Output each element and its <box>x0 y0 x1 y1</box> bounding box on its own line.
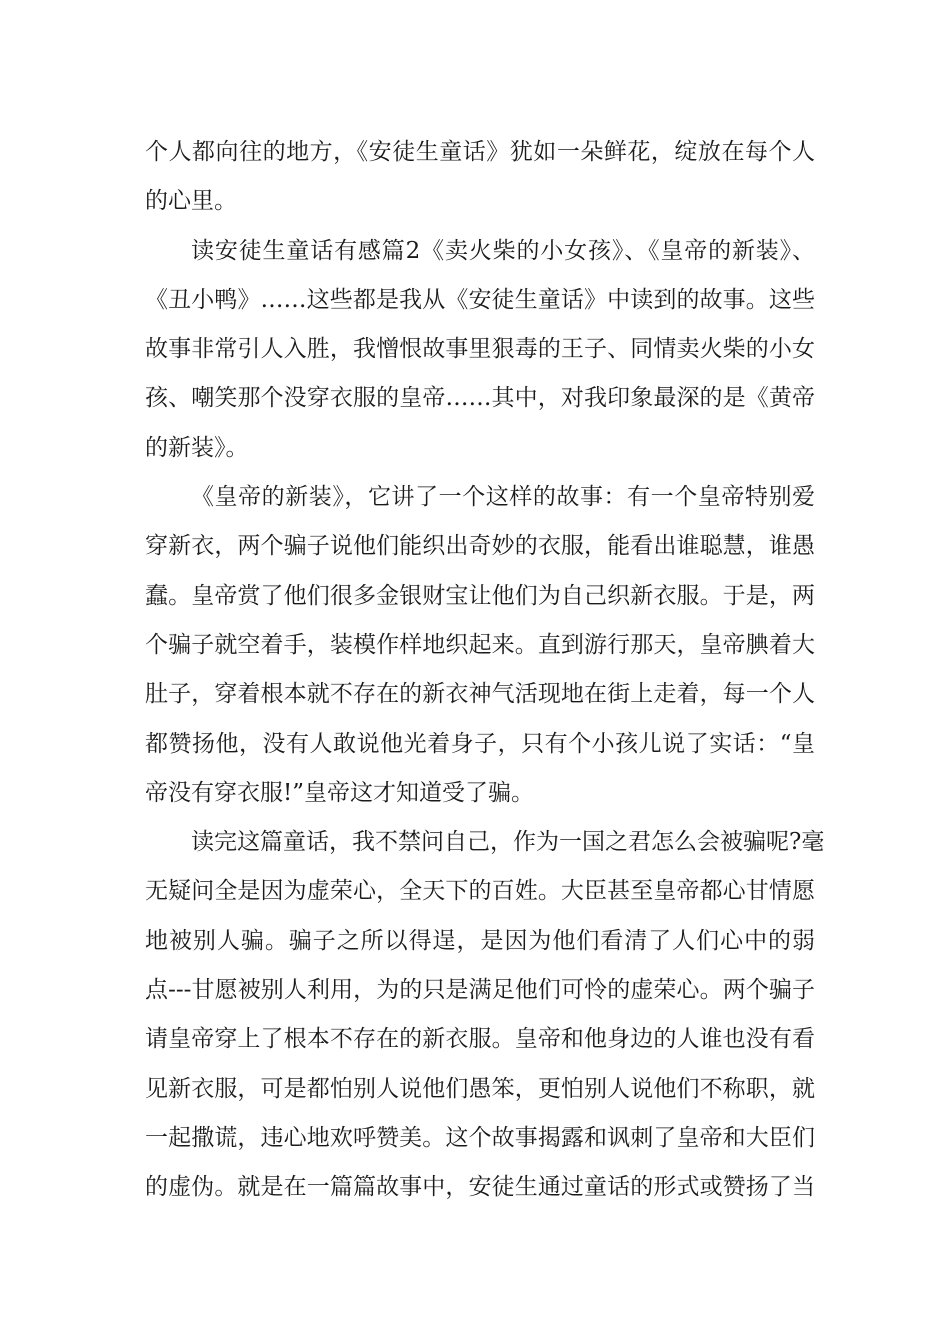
text-line-6: 孩、嘲笑那个没穿衣服的皇帝……其中，对我印象最深的是《黄帝 <box>145 385 815 412</box>
text-line-15: 读完这篇童话，我不禁问自己，作为一国之君怎么会被骗呢?毫 <box>191 829 825 856</box>
text-line-9: 穿新衣，两个骗子说他们能织出奇妙的衣服，能看出谁聪慧，谁愚 <box>145 533 815 560</box>
text-line-13: 都赞扬他，没有人敢说他光着身子，只有个小孩儿说了实话：“皇 <box>145 730 815 757</box>
text-line-5: 故事非常引人入胜，我憎恨故事里狠毒的王子、同情卖火柴的小女 <box>145 336 815 363</box>
text-line-2: 的心里。 <box>145 188 237 215</box>
text-line-18: 点---甘愿被别人利用，为的只是满足他们可怜的虚荣心。两个骗子 <box>145 977 815 1004</box>
text-line-20: 见新衣服，可是都怕别人说他们愚笨，更怕别人说他们不称职，就 <box>145 1075 815 1102</box>
text-line-3: 读安徒生童话有感篇2《卖火柴的小女孩》、《皇帝的新装》、 <box>191 237 815 264</box>
text-line-8: 《皇帝的新装》，它讲了一个这样的故事：有一个皇帝特别爱 <box>191 484 815 511</box>
text-line-7: 的新装》。 <box>145 434 249 461</box>
text-line-17: 地被别人骗。骗子之所以得逞，是因为他们看清了人们心中的弱 <box>145 927 815 954</box>
text-line-16: 无疑问全是因为虚荣心，全天下的百姓。大臣甚至皇帝都心甘情愿 <box>145 878 815 905</box>
text-line-12: 肚子，穿着根本就不存在的新衣神气活现地在街上走着，每一个人 <box>145 681 815 708</box>
text-line-11: 个骗子就空着手，装模作样地织起来。直到游行那天，皇帝腆着大 <box>145 631 815 658</box>
text-line-21: 一起撒谎，违心地欢呼赞美。这个故事揭露和讽刺了皇帝和大臣们 <box>145 1124 815 1151</box>
text-line-22: 的虚伪。就是在一篇篇故事中，安徒生通过童话的形式或赞扬了当 <box>145 1174 815 1201</box>
text-line-14: 帝没有穿衣服!”皇帝这才知道受了骗。 <box>145 779 535 806</box>
text-line-10: 蠢。皇帝赏了他们很多金银财宝让他们为自己织新衣服。于是，两 <box>145 582 815 609</box>
document-body <box>145 128 825 1213</box>
text-line-1: 个人都向往的地方，《安徒生童话》犹如一朵鲜花，绽放在每个人 <box>145 139 815 165</box>
text-line-4: 《丑小鸭》……这些都是我从《安徒生童话》中读到的故事。这些 <box>145 286 815 313</box>
text-line-19: 请皇帝穿上了根本不存在的新衣服。皇帝和他身边的人谁也没有看 <box>145 1026 815 1053</box>
